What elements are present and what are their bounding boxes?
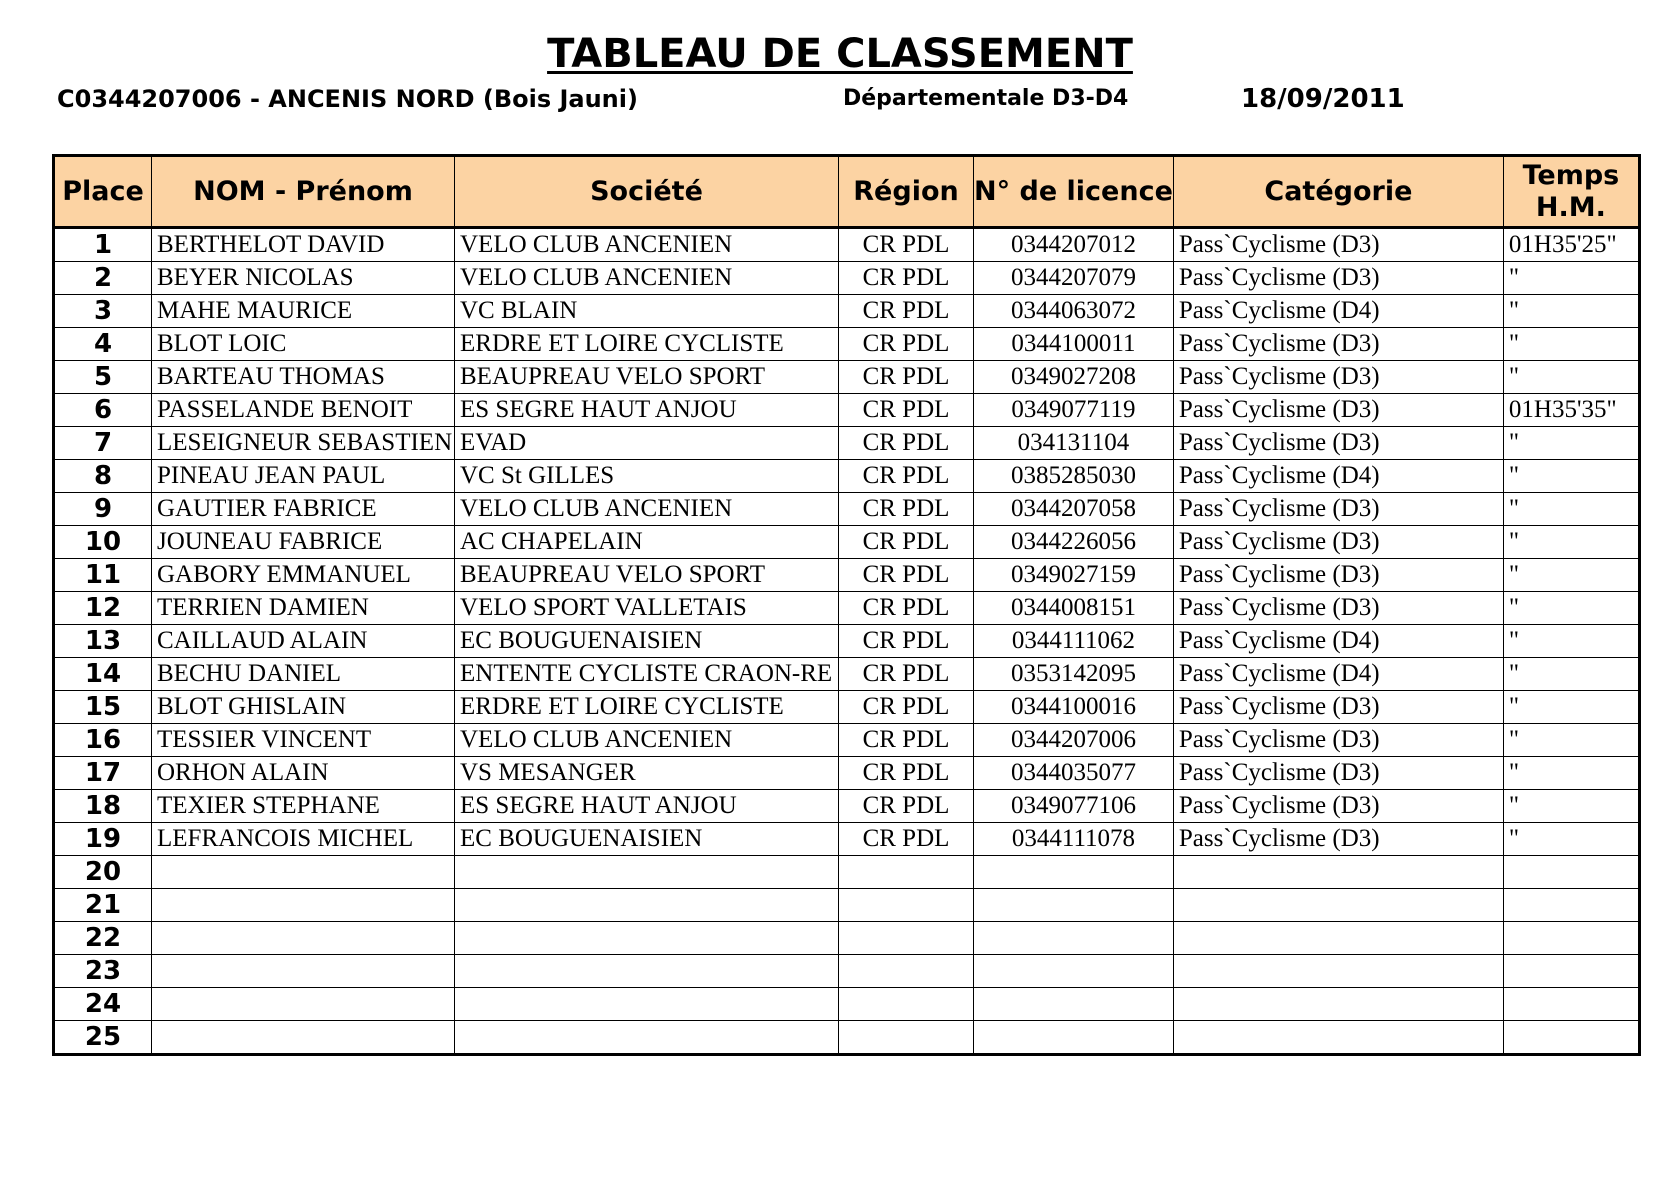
club-cell: ES SEGRE HAUT ANJOU [455,790,839,823]
licence-cell: 0344100011 [974,328,1174,361]
race-date: 18/09/2011 [1241,84,1405,114]
name-cell: LESEIGNEUR SEBASTIEN [152,427,455,460]
results-table [52,154,1641,1056]
club-cell: VELO CLUB ANCENIEN [455,228,839,262]
place-cell: 3 [54,295,152,328]
region-cell: CR PDL [839,790,974,823]
place-cell: 22 [54,922,152,955]
licence-cell: 0344063072 [974,295,1174,328]
place-cell: 5 [54,361,152,394]
name-cell: PASSELANDE BENOIT [152,394,455,427]
place-cell: 11 [54,559,152,592]
licence-cell: 0344008151 [974,592,1174,625]
licence-cell [974,889,1174,922]
licence-cell: 0344100016 [974,691,1174,724]
place-cell: 16 [54,724,152,757]
table-row [54,856,1640,889]
place-cell: 23 [54,955,152,988]
time-cell: " [1503,724,1639,757]
club-cell: ERDRE ET LOIRE CYCLISTE [455,691,839,724]
licence-cell: 0344207006 [974,724,1174,757]
table-row [54,460,1640,493]
time-cell: " [1503,658,1639,691]
time-cell: " [1503,625,1639,658]
table-row [54,724,1640,757]
name-cell [152,889,455,922]
club-cell: VELO CLUB ANCENIEN [455,262,839,295]
time-cell: " [1503,493,1639,526]
category-cell: Pass`Cyclisme (D4) [1173,295,1503,328]
place-cell: 21 [54,889,152,922]
region-cell: CR PDL [839,757,974,790]
region-cell: CR PDL [839,328,974,361]
table-row [54,361,1640,394]
results-body [54,228,1640,1055]
place-cell: 14 [54,658,152,691]
name-cell: MAHE MAURICE [152,295,455,328]
licence-cell: 0344207012 [974,228,1174,262]
table-row [54,493,1640,526]
category-cell: Pass`Cyclisme (D3) [1173,691,1503,724]
name-cell: BARTEAU THOMAS [152,361,455,394]
name-cell: CAILLAUD ALAIN [152,625,455,658]
name-cell: BERTHELOT DAVID [152,228,455,262]
club-cell [455,922,839,955]
region-cell [839,856,974,889]
time-cell: 01H35'35" [1503,394,1639,427]
region-cell: CR PDL [839,394,974,427]
club-cell [455,955,839,988]
category-cell: Pass`Cyclisme (D3) [1173,228,1503,262]
club-cell: ERDRE ET LOIRE CYCLISTE [455,328,839,361]
club-cell: ENTENTE CYCLISTE CRAON-RE [455,658,839,691]
time-cell: " [1503,592,1639,625]
club-cell [455,889,839,922]
category-cell [1173,856,1503,889]
name-cell: BECHU DANIEL [152,658,455,691]
table-row [54,922,1640,955]
place-cell: 10 [54,526,152,559]
name-cell: BLOT LOIC [152,328,455,361]
time-cell [1503,922,1639,955]
name-cell: BEYER NICOLAS [152,262,455,295]
region-cell: CR PDL [839,592,974,625]
table-row [54,790,1640,823]
category-cell: Pass`Cyclisme (D3) [1173,592,1503,625]
region-cell: CR PDL [839,559,974,592]
region-cell [839,988,974,1021]
category-cell: Pass`Cyclisme (D3) [1173,493,1503,526]
region-cell: CR PDL [839,262,974,295]
licence-cell [974,922,1174,955]
name-cell: GAUTIER FABRICE [152,493,455,526]
licence-cell: 0344207079 [974,262,1174,295]
time-cell: " [1503,328,1639,361]
name-cell: PINEAU JEAN PAUL [152,460,455,493]
club-cell [455,856,839,889]
category-cell: Pass`Cyclisme (D3) [1173,427,1503,460]
table-row [54,691,1640,724]
table-row [54,658,1640,691]
club-cell: ES SEGRE HAUT ANJOU [455,394,839,427]
place-cell: 12 [54,592,152,625]
category-cell: Pass`Cyclisme (D4) [1173,625,1503,658]
page-title [0,28,1680,80]
category-cell: Pass`Cyclisme (D3) [1173,790,1503,823]
place-cell: 17 [54,757,152,790]
header-licence: N° de licence [974,156,1174,228]
place-cell: 20 [54,856,152,889]
time-cell: " [1503,790,1639,823]
category-cell: Pass`Cyclisme (D4) [1173,460,1503,493]
name-cell: TEXIER STEPHANE [152,790,455,823]
time-cell: " [1503,361,1639,394]
club-cell [455,988,839,1021]
licence-cell: 0344111062 [974,625,1174,658]
region-cell: CR PDL [839,295,974,328]
category-cell [1173,889,1503,922]
licence-cell [974,856,1174,889]
region-cell: CR PDL [839,228,974,262]
licence-cell: 0349027159 [974,559,1174,592]
time-cell [1503,988,1639,1021]
name-cell: JOUNEAU FABRICE [152,526,455,559]
place-cell: 7 [54,427,152,460]
table-row [54,625,1640,658]
table-row [54,262,1640,295]
place-cell: 24 [54,988,152,1021]
header-region: Région [839,156,974,228]
licence-cell [974,1021,1174,1055]
region-cell [839,889,974,922]
place-cell: 8 [54,460,152,493]
time-cell [1503,889,1639,922]
name-cell: BLOT GHISLAIN [152,691,455,724]
table-row [54,823,1640,856]
place-cell: 19 [54,823,152,856]
licence-cell: 0385285030 [974,460,1174,493]
region-cell: CR PDL [839,625,974,658]
place-cell: 2 [54,262,152,295]
name-cell: GABORY EMMANUEL [152,559,455,592]
table-row [54,228,1640,262]
club-cell [455,1021,839,1055]
category-cell: Pass`Cyclisme (D3) [1173,361,1503,394]
club-cell: VELO CLUB ANCENIEN [455,493,839,526]
licence-cell: 0344111078 [974,823,1174,856]
header-category: Catégorie [1173,156,1503,228]
time-cell: " [1503,691,1639,724]
licence-cell: 0349077106 [974,790,1174,823]
category-cell: Pass`Cyclisme (D3) [1173,823,1503,856]
club-cell: EVAD [455,427,839,460]
table-row [54,427,1640,460]
club-cell: BEAUPREAU VELO SPORT [455,559,839,592]
category-cell [1173,955,1503,988]
category-cell: Pass`Cyclisme (D3) [1173,262,1503,295]
place-cell: 15 [54,691,152,724]
table-row [54,889,1640,922]
region-cell: CR PDL [839,823,974,856]
time-cell: " [1503,757,1639,790]
page-title-text: TABLEAU DE CLASSEMENT [547,31,1133,77]
region-cell: CR PDL [839,493,974,526]
category-cell [1173,1021,1503,1055]
table-row [54,526,1640,559]
category-cell: Pass`Cyclisme (D3) [1173,724,1503,757]
region-cell: CR PDL [839,361,974,394]
time-cell: " [1503,427,1639,460]
category-cell [1173,922,1503,955]
club-cell: AC CHAPELAIN [455,526,839,559]
time-cell: " [1503,262,1639,295]
header-row [54,156,1640,228]
club-cell: BEAUPREAU VELO SPORT [455,361,839,394]
header-name: NOM - Prénom [152,156,455,228]
place-cell: 6 [54,394,152,427]
region-cell: CR PDL [839,691,974,724]
club-cell: VS MESANGER [455,757,839,790]
licence-cell: 0349027208 [974,361,1174,394]
club-line: C0344207006 - ANCENIS NORD (Bois Jauni) [57,85,638,113]
licence-cell [974,955,1174,988]
licence-cell [974,988,1174,1021]
time-cell [1503,856,1639,889]
club-cell: VELO CLUB ANCENIEN [455,724,839,757]
table-row [54,295,1640,328]
club-cell: VELO SPORT VALLETAIS [455,592,839,625]
time-cell: " [1503,295,1639,328]
place-cell: 9 [54,493,152,526]
club-cell: VC St GILLES [455,460,839,493]
header-place: Place [54,156,152,228]
table-row [54,592,1640,625]
place-cell: 4 [54,328,152,361]
region-cell: CR PDL [839,526,974,559]
name-cell [152,922,455,955]
header-club: Société [455,156,839,228]
region-cell: CR PDL [839,724,974,757]
place-cell: 18 [54,790,152,823]
division-label: Départementale D3-D4 [843,86,1129,111]
name-cell: TERRIEN DAMIEN [152,592,455,625]
region-cell: CR PDL [839,658,974,691]
place-cell: 25 [54,1021,152,1055]
time-cell [1503,1021,1639,1055]
time-cell: " [1503,823,1639,856]
name-cell [152,955,455,988]
licence-cell: 0344035077 [974,757,1174,790]
category-cell: Pass`Cyclisme (D3) [1173,328,1503,361]
club-cell: EC BOUGUENAISIEN [455,823,839,856]
name-cell: LEFRANCOIS MICHEL [152,823,455,856]
table-row [54,394,1640,427]
table-row [54,559,1640,592]
licence-cell: 0344207058 [974,493,1174,526]
licence-cell: 0344226056 [974,526,1174,559]
name-cell [152,856,455,889]
licence-cell: 0349077119 [974,394,1174,427]
name-cell: ORHON ALAIN [152,757,455,790]
header-time [1503,156,1639,228]
region-cell [839,1021,974,1055]
region-cell: CR PDL [839,427,974,460]
name-cell: TESSIER VINCENT [152,724,455,757]
licence-cell: 034131104 [974,427,1174,460]
header-time-line1: Temps [1522,159,1620,191]
category-cell: Pass`Cyclisme (D4) [1173,658,1503,691]
club-cell: EC BOUGUENAISIEN [455,625,839,658]
table-row [54,955,1640,988]
name-cell [152,988,455,1021]
table-row [54,328,1640,361]
category-cell: Pass`Cyclisme (D3) [1173,394,1503,427]
header-time-line2: H.M. [1535,191,1606,223]
table-row [54,1021,1640,1055]
time-cell: " [1503,460,1639,493]
time-cell: " [1503,526,1639,559]
table-row [54,757,1640,790]
region-cell: CR PDL [839,460,974,493]
table-row [54,988,1640,1021]
place-cell: 13 [54,625,152,658]
time-cell: 01H35'25" [1503,228,1639,262]
licence-cell: 0353142095 [974,658,1174,691]
region-cell [839,955,974,988]
name-cell [152,1021,455,1055]
category-cell: Pass`Cyclisme (D3) [1173,559,1503,592]
region-cell [839,922,974,955]
category-cell: Pass`Cyclisme (D3) [1173,526,1503,559]
category-cell: Pass`Cyclisme (D3) [1173,757,1503,790]
category-cell [1173,988,1503,1021]
time-cell: " [1503,559,1639,592]
time-cell [1503,955,1639,988]
place-cell: 1 [54,228,152,262]
club-cell: VC BLAIN [455,295,839,328]
